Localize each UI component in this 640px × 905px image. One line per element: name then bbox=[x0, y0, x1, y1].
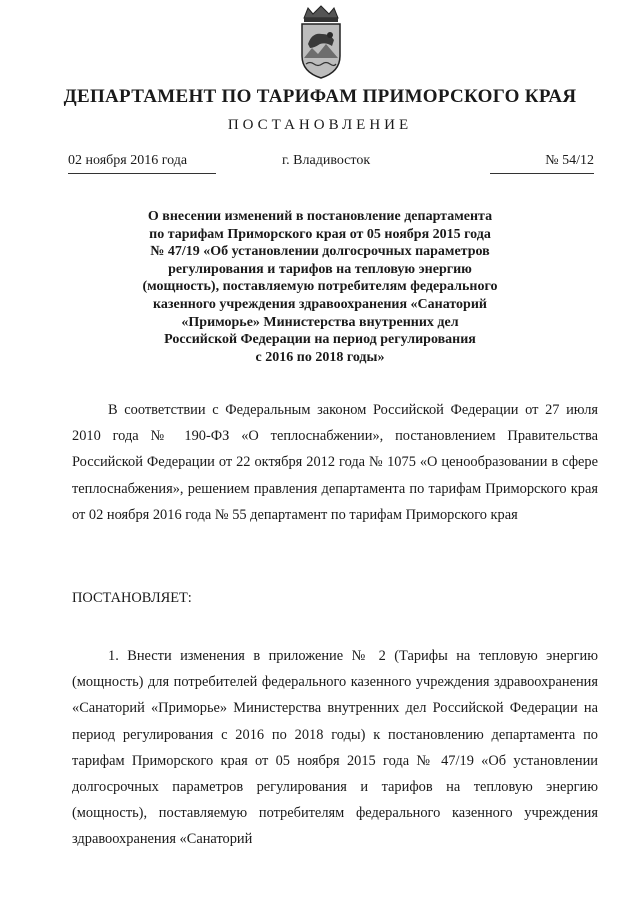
title-line: регулирования и тарифов на тепловую энергию bbox=[168, 261, 472, 277]
coat-of-arms-icon bbox=[296, 4, 346, 80]
document-type: ПОСТАНОВЛЕНИЕ bbox=[227, 117, 413, 133]
intro-paragraph: В соответствии с Федеральным законом Российской Федерации от 27 июля 2010 года № 190-ФЗ «О теплоснабжении», постановлением Правительства Российской Федерации от 22 октября 2012 года № 1075 «О ценообразовании в сфере теплоснабжения», решением правления департамента по тарифам Приморского края от 02 ноября 2016 года № 55 департамент по тарифам Приморского края bbox=[72, 402, 598, 523]
title-line: О внесении изменений в постановление департамента bbox=[147, 209, 493, 224]
title-line: по тарифам Приморского края от 05 ноября 2015 года bbox=[149, 226, 491, 242]
decree-heading: ПОСТАНОВЛЯЕТ: bbox=[72, 590, 192, 606]
department-name: ДЕПАРТАМЕНТ ПО ТАРИФАМ ПРИМОРСКОГО КРАЯ bbox=[63, 86, 577, 107]
title-line: Российской Федерации на период регулирования bbox=[164, 332, 476, 348]
title-line: с 2016 по 2018 годы» bbox=[255, 349, 385, 365]
title-line: № 47/19 «Об установлении долгосрочных параметров bbox=[150, 244, 490, 260]
document-city: г. Владивосток bbox=[282, 153, 371, 168]
clause-1-paragraph: 1. Внести изменения в приложение № 2 (Тарифы на тепловую энергию (мощность) для потребителей федерального казенного учреждения здравоохранения «Санаторий «Приморье» Министерства внутренних дел Российской Федерации на период регулирования с 2016 по 2018 годы) к постановлению департамента по тарифам Приморского края от 05 ноября 2015 года № 47/19 «Об установлении долгосрочных параметров регулирования и тарифов на тепловую энергию (мощность), поставляемую потребителям федерального казенного учреждения здравоохранения «Санаторий bbox=[72, 648, 598, 848]
title-line: казенного учреждения здравоохранения «Санаторий bbox=[153, 296, 487, 312]
document-title bbox=[100, 208, 540, 366]
title-line: (мощность), поставляемую потребителям федерального bbox=[142, 279, 498, 295]
document-date: 02 ноября 2016 года bbox=[68, 153, 216, 174]
title-line: «Приморье» Министерства внутренних дел bbox=[181, 314, 459, 330]
document-number: № 54/12 bbox=[490, 153, 594, 174]
